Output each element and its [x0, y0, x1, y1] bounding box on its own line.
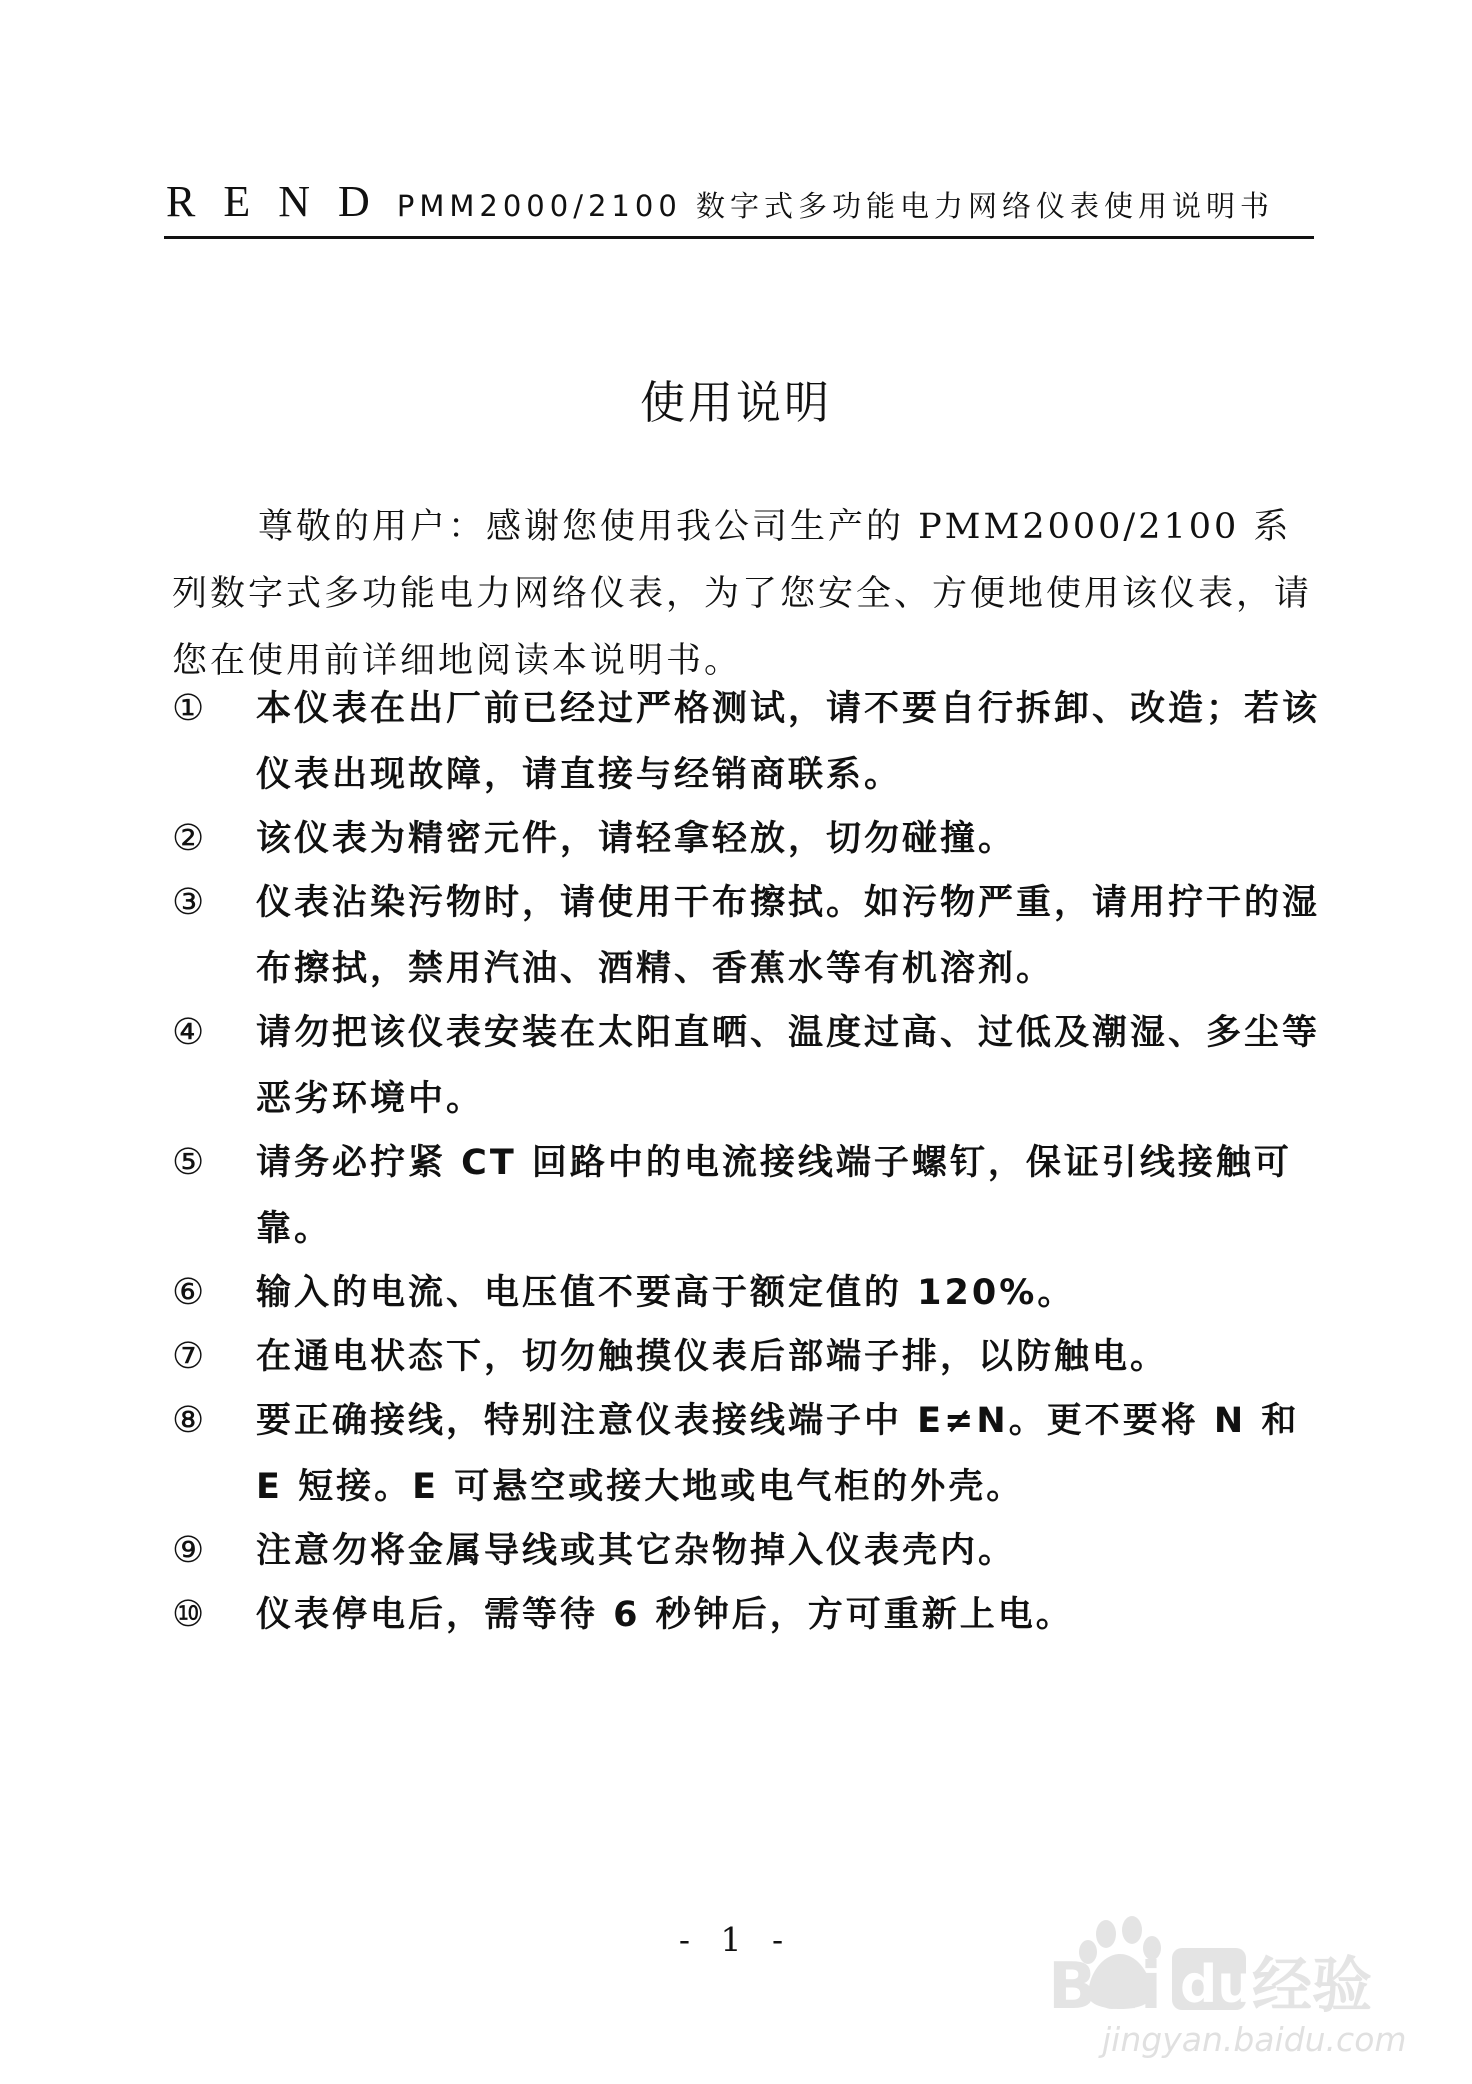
svg-text:du: du: [1180, 1955, 1255, 2015]
list-marker: ③: [172, 882, 208, 923]
list-item: [172, 806, 1322, 872]
safety-instructions-list: [172, 676, 1322, 1646]
page-title: 使用说明: [639, 376, 832, 429]
list-marker: ⑦: [172, 1336, 208, 1377]
list-marker: ①: [172, 688, 208, 729]
document-header: [166, 176, 1316, 226]
header-divider: [164, 236, 1314, 239]
list-marker: ⑩: [172, 1594, 208, 1635]
list-marker: ④: [172, 1012, 208, 1053]
list-item-text: 在通电状态下，切勿触摸仪表后部端子排，以防触电。: [256, 1337, 1169, 1377]
list-marker: ②: [172, 818, 208, 859]
svg-text:Bai: Bai: [1048, 1950, 1162, 2022]
list-item: [172, 1388, 1322, 1520]
manual-title: PMM2000/2100 数字式多功能电力网络仪表使用说明书: [396, 189, 1274, 223]
brand-name: REND: [166, 177, 398, 226]
list-item: [172, 1130, 1322, 1262]
list-item-text: 要正确接线，特别注意仪表接线端子中 E≠N。更不要将 N 和 E 短接。E 可悬空或接大地或电气柜的外壳。: [256, 1401, 1300, 1507]
list-item: [172, 1260, 1322, 1326]
list-marker: ⑤: [172, 1142, 208, 1183]
list-item-text: 仪表沾染污物时，请使用干布擦拭。如污物严重，请用拧干的湿布擦拭，禁用汽油、酒精、香蕉水等有机溶剂。: [256, 883, 1321, 989]
list-item-text: 输入的电流、电压值不要高于额定值的 120%。: [256, 1273, 1076, 1313]
list-item-text: 仪表停电后，需等待 6 秒钟后，方可重新上电。: [256, 1595, 1074, 1635]
list-marker: ⑥: [172, 1272, 208, 1313]
list-item-text: 注意勿将金属导线或其它杂物掉入仪表壳内。: [256, 1531, 1017, 1571]
svg-text:经验: 经验: [1252, 1951, 1372, 2021]
list-item: [172, 870, 1322, 1002]
list-item-text: 请勿把该仪表安装在太阳直晒、温度过高、过低及潮湿、多尘等恶劣环境中。: [256, 1013, 1321, 1119]
list-item: [172, 1582, 1322, 1648]
list-item: [172, 1518, 1322, 1584]
list-item-text: 该仪表为精密元件，请轻拿轻放，切勿碰撞。: [256, 819, 1017, 859]
list-marker: ⑨: [172, 1530, 208, 1571]
list-item: [172, 1000, 1322, 1132]
watermark-url: jingyan.baidu.com: [1102, 2020, 1407, 2059]
intro-paragraph: 尊敬的用户：感谢您使用我公司生产的 PMM2000/2100 系列数字式多功能电力网络仪表，为了您安全、方便地使用该仪表，请您在使用前详细地阅读本说明书。: [172, 507, 1313, 681]
page-number: - 1 -: [678, 1920, 794, 1959]
list-item: [172, 1324, 1322, 1390]
list-item: [172, 676, 1322, 808]
list-item-text: 本仪表在出厂前已经过严格测试，请不要自行拆卸、改造；若该仪表出现故障，请直接与经销商联系。: [256, 689, 1321, 795]
list-item-text: 请务必拧紧 CT 回路中的电流接线端子螺钉，保证引线接触可靠。: [256, 1143, 1292, 1249]
list-marker: ⑧: [172, 1400, 208, 1441]
